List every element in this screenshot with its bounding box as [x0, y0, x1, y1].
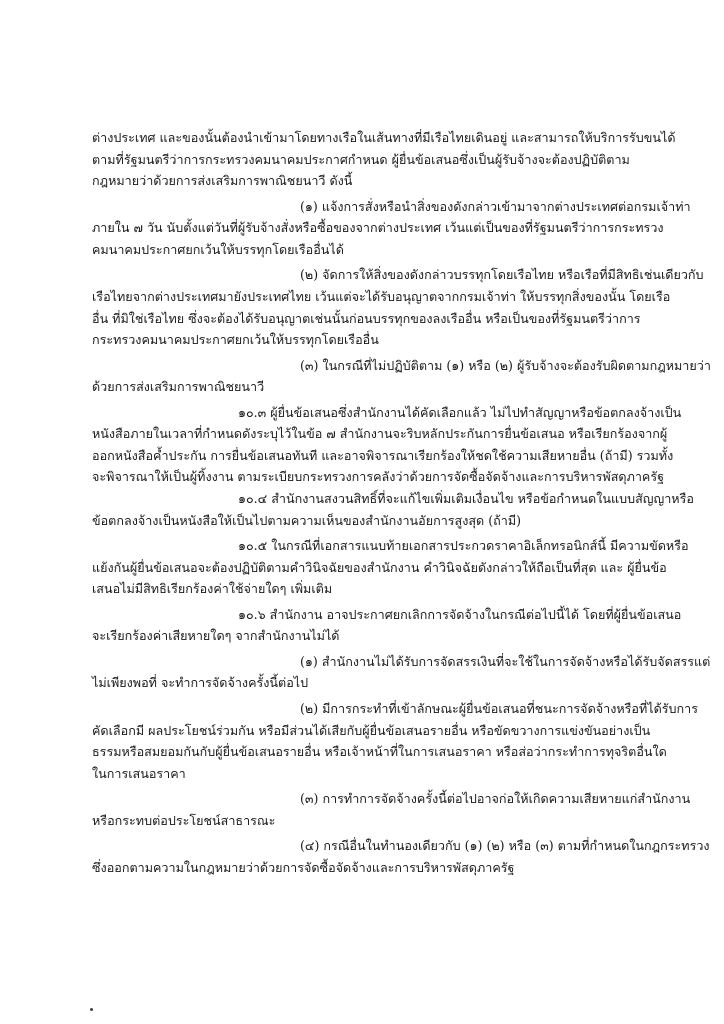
text-line: ภายใน ๗ วัน นับตั้งแต่วันที่ผู้รับจ้างสั่งหรือซื้อของจากต่างประเทศ เว้นแต่เป็นของที่รัฐมนตรีว่าการกระทรวง	[92, 220, 664, 236]
section-10-6: ๑๐.๖ สำนักงาน อาจประกาศยกเลิกการจัดจ้างในกรณีต่อไปนี้ได้ โดยที่ผู้ยื่นข้อเสนอ	[238, 606, 682, 622]
text-line: จะเรียกร้องค่าเสียหายใดๆ จากสำนักงานไม่ได้	[92, 628, 340, 644]
text-line: คัดเลือกมี ผลประโยชน์ร่วมกัน หรือมีส่วนได้เสียกับผู้ยื่นข้อเสนอรายอื่น หรือขัดขวางการแข่งขันอย่างเป็น	[92, 722, 651, 738]
cancel-item-1: (๑) สำนักงานไม่ได้รับการจัดสรรเงินที่จะใช้ในการจัดจ้างหรือได้รับจัดสรรแต่	[300, 653, 711, 669]
scan-speck	[90, 1008, 93, 1011]
section-10-4: ๑๐.๔ สำนักงานสงวนสิทธิ์ที่จะแก้ไขเพิ่มเติมเงื่อนไข หรือข้อกำหนดในแบบสัญญาหรือ	[238, 491, 694, 507]
section-10-5: ๑๐.๕ ในกรณีที่เอกสารแนบท้ายเอกสารประกวดราคาอิเล็กทรอนิกส์นี้ มีความขัดหรือ	[238, 538, 689, 554]
cancel-item-3: (๓) การทำการจัดจ้างครั้งนี้ต่อไปอาจก่อให้เกิดความเสียหายแก่สำนักงาน	[300, 791, 691, 807]
text-line: ไม่เพียงพอที่ จะทำการจัดจ้างครั้งนี้ต่อไป	[92, 675, 309, 691]
section-10-3: ๑๐.๓ ผู้ยื่นข้อเสนอซึ่งสำนักงานได้คัดเลือกแล้ว ไม่ไปทำสัญญาหรือข้อตกลงจ้างเป็น	[238, 404, 682, 420]
text-line: จะพิจารณาให้เป็นผู้ทิ้งงาน ตามระเบียบกระทรวงการคลังว่าด้วยการจัดซื้อจัดจ้างและการบริหารพัสดุภาครัฐ	[92, 469, 665, 485]
text-line: กฎหมายว่าด้วยการส่งเสริมการพาณิชยนาวี ดังนี้	[92, 173, 353, 189]
cancel-item-2: (๒) มีการกระทำที่เข้าลักษณะผู้ยื่นข้อเสนอที่ชนะการจัดจ้างหรือที่ได้รับการ	[300, 700, 699, 716]
text-line: ในการเสนอราคา	[92, 765, 186, 781]
text-line: อื่น ที่มิใช่เรือไทย ซึ่งจะต้องได้รับอนุญาตเช่นนั้นก่อนบรรทุกของลงเรืออื่น หรือเป็นของที่รัฐมนตรีว่าการ	[92, 310, 641, 326]
text-line: แย้งกันผู้ยื่นข้อเสนอจะต้องปฏิบัติตามคำวินิจฉัยของสำนักงาน คำวินิจฉัยดังกล่าวให้ถือเป็นที่สุด และ ผู้ยื่นข้อ	[92, 559, 667, 575]
text-line: ต่างประเทศ และของนั้นต้องนำเข้ามาโดยทางเรือในเส้นทางที่มีเรือไทยเดินอยู่ และสามารถให้บริการรับขนได้	[92, 130, 676, 145]
text-line: ซึ่งออกตามความในกฎหมายว่าด้วยการจัดซื้อจัดจ้างและการบริหารพัสดุภาครัฐ	[92, 859, 515, 875]
text-line: ข้อตกลงจ้างเป็นหนังสือให้เป็นไปตามความเห็นของสำนักงานอัยการสูงสุด (ถ้ามี)	[92, 512, 522, 528]
text-line: ตามที่รัฐมนตรีว่าการกระทรวงคมนาคมประกาศกำหนด ผู้ยื่นข้อเสนอซึ่งเป็นผู้รับจ้างจะต้องปฏิบัติตาม	[92, 151, 630, 167]
text-line: คมนาคมประกาศยกเว้นให้บรรทุกโดยเรืออื่นได้	[92, 241, 344, 257]
clause-item-3: (๓) ในกรณีที่ไม่ปฏิบัติตาม (๑) หรือ (๒) ผู้รับจ้างจะต้องรับผิดตามกฎหมายว่า	[300, 357, 711, 373]
text-line: ออกหนังสือค้ำประกัน การยื่นข้อเสนอทันที และอาจพิจารณาเรียกร้องให้ชดใช้ความเสียหายอื่น (ถ้ามี) รวมทั้ง	[92, 447, 674, 463]
text-line: เสนอไม่มีสิทธิเรียกร้องค่าใช้จ่ายใดๆ เพิ่มเติม	[92, 581, 333, 597]
text-line: ด้วยการส่งเสริมการพาณิชยนาวี	[92, 379, 265, 395]
text-line: กระทรวงคมนาคมประกาศยกเว้นให้บรรทุกโดยเรืออื่น	[92, 332, 379, 348]
text-line: หนังสือภายในเวลาที่กำหนดดังระบุไว้ในข้อ ๗ สำนักงานจะริบหลักประกันการยื่นข้อเสนอ หรือเรียกร้องจากผู้	[92, 426, 668, 442]
clause-item-1: (๑) แจ้งการสั่งหรือนำสิ่งของดังกล่าวเข้ามาจากต่างประเทศต่อกรมเจ้าท่า	[300, 198, 691, 214]
text-line: ธรรมหรือสมยอมกันกับผู้ยื่นข้อเสนอรายอื่น หรือเจ้าหน้าที่ในการเสนอราคา หรือส่อว่ากระทำการทุจริตอื่นใด	[92, 744, 667, 760]
text-line: หรือกระทบต่อประโยชน์สาธารณะ	[92, 812, 276, 828]
cancel-item-4: (๔) กรณีอื่นในทำนองเดียวกับ (๑) (๒) หรือ (๓) ตามที่กำหนดในกฎกระทรวง	[300, 838, 710, 854]
text-line: เรือไทยจากต่างประเทศมายังประเทศไทย เว้นแต่จะได้รับอนุญาตจากกรมเจ้าท่า ให้บรรทุกสิ่งของนั้น โดยเรือ	[92, 288, 671, 304]
clause-item-2: (๒) จัดการให้สิ่งของดังกล่าวบรรทุกโดยเรือไทย หรือเรือที่มีสิทธิเช่นเดียวกับ	[300, 267, 704, 283]
document-body	[92, 127, 711, 879]
